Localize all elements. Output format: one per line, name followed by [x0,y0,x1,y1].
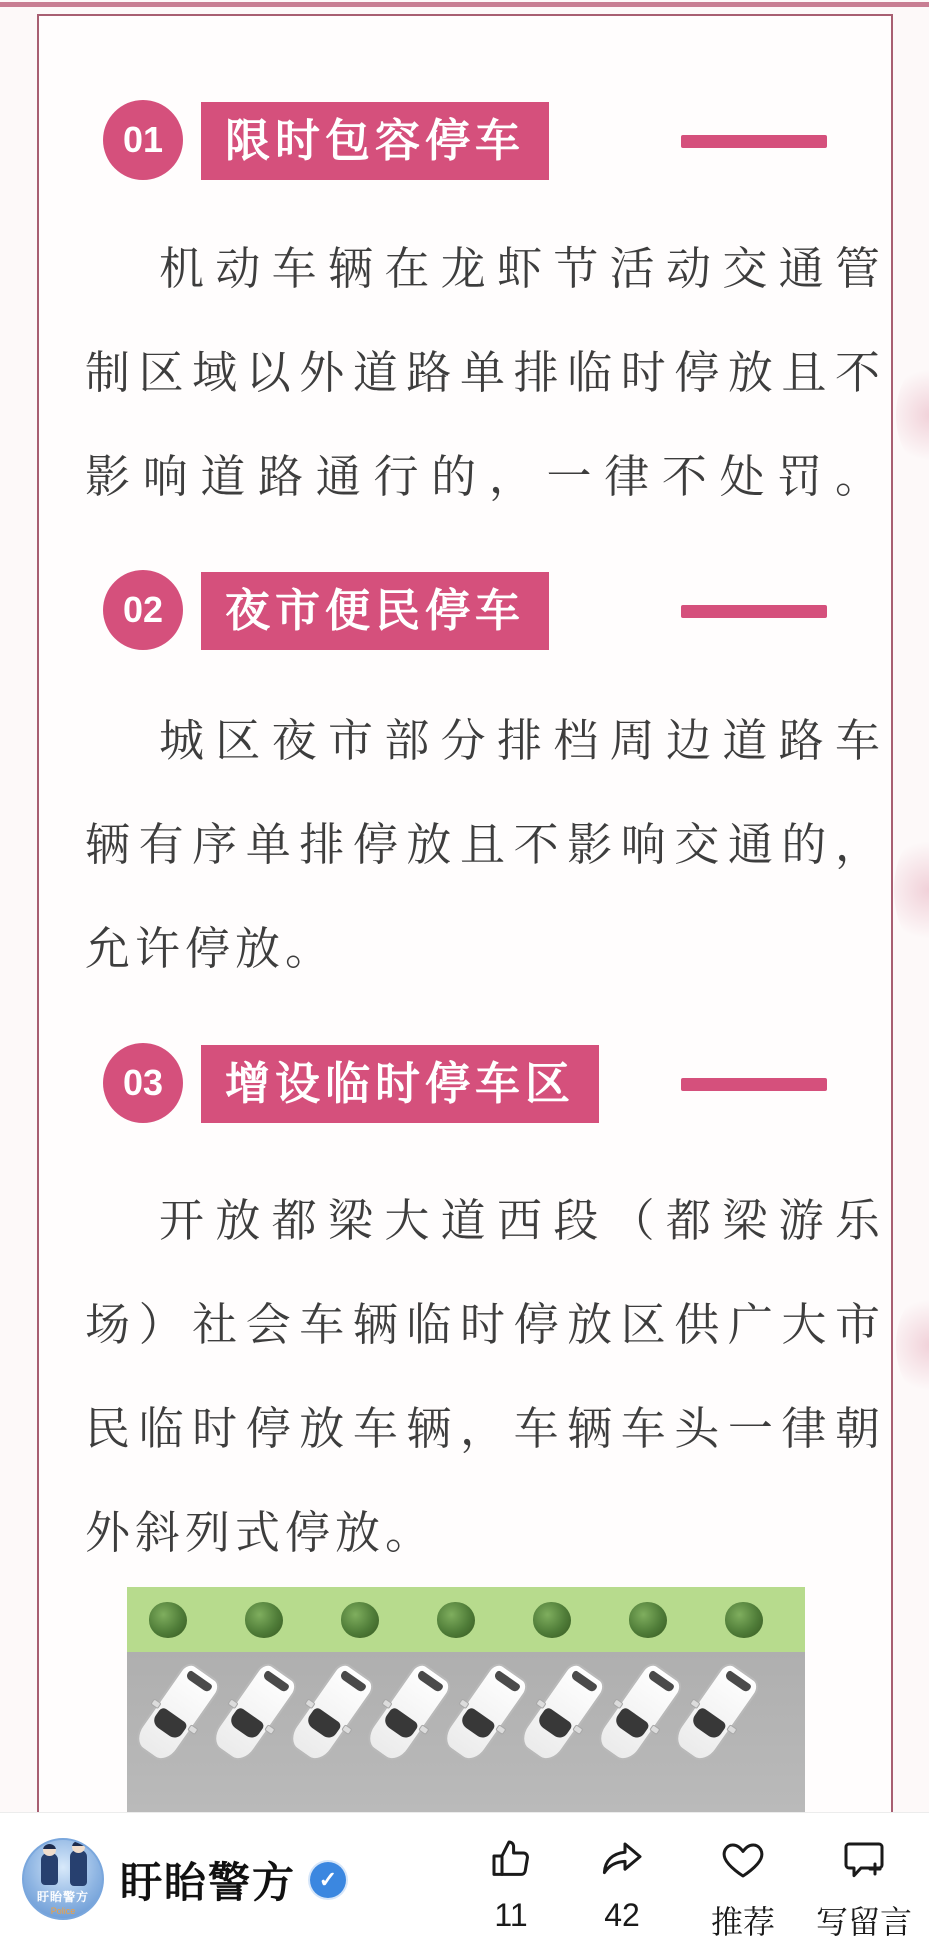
police-figure-icon [41,1853,58,1885]
section-2-text-line: 允许停放。 [85,923,336,974]
bush-icon [725,1602,763,1638]
recommend-label: 推荐 [710,1904,775,1940]
avatar-caption: 盱眙警方 [36,1890,89,1904]
section-2-text-line: 城区夜市部分排档周边道路车 [159,715,885,766]
account-name[interactable]: 盱眙警方 [120,1858,297,1906]
section-1-title-banner: 限时包容停车 [201,102,549,180]
section-3-text-line: 外斜列式停放。 [85,1507,436,1558]
section-1-divider-dash [681,135,827,148]
section-1-text-line: 制区域以外道路单排临时停放且不 [85,347,885,398]
bush-icon [245,1602,283,1638]
thumbs-up-icon [487,1835,535,1883]
bush-icon [149,1602,187,1638]
bush-icon [437,1602,475,1638]
bush-icon [629,1602,667,1638]
section-1-text-line: 影响道路通行的，一律不处罚。 [85,451,885,502]
section-2-text-line: 辆有序单排停放且不影响交通的， [85,819,885,870]
section-3-text-line: 民临时停放车辆，车辆车头一律朝 [85,1403,885,1454]
bush-icon [341,1602,379,1638]
share-count: 42 [604,1897,640,1933]
section-3-title-banner: 增设临时停车区 [201,1045,599,1123]
decor-blob [896,360,929,470]
section-1-text-line: 机动车辆在龙虾节活动交通管 [159,243,885,294]
decor-blob [896,1290,929,1400]
section-1-number-badge: 01 [103,100,183,180]
decor-blob [894,830,929,950]
share-button[interactable] [562,1835,682,1934]
like-button[interactable] [451,1835,571,1934]
footer-bar [0,1812,929,1945]
recommend-button[interactable] [683,1835,803,1943]
avatar-subcaption: Police [50,1906,76,1916]
police-figure-icon [70,1850,87,1886]
account-avatar[interactable] [22,1838,104,1920]
comment-button[interactable] [804,1835,924,1943]
share-arrow-icon [598,1835,646,1883]
account-row [120,1813,346,1945]
heart-icon [719,1835,767,1883]
comment-label: 写留言 [815,1904,912,1940]
verified-badge-icon: ✓ [310,1862,346,1898]
parking-diagram-image [127,1587,805,1814]
like-count: 11 [494,1897,528,1933]
section-2-title-banner: 夜市便民停车 [201,572,549,650]
top-accent-line [0,2,929,7]
comment-bubble-icon [840,1835,888,1883]
section-3-text-line: 场）社会车辆临时停放区供广大市 [85,1299,885,1350]
section-3-text-line: 开放都梁大道西段（都梁游乐 [159,1195,885,1246]
section-3-number-badge: 03 [103,1043,183,1123]
bush-icon [533,1602,571,1638]
section-2-divider-dash [681,605,827,618]
poster-card [37,14,893,1812]
section-2-number-badge: 02 [103,570,183,650]
section-3-divider-dash [681,1078,827,1091]
